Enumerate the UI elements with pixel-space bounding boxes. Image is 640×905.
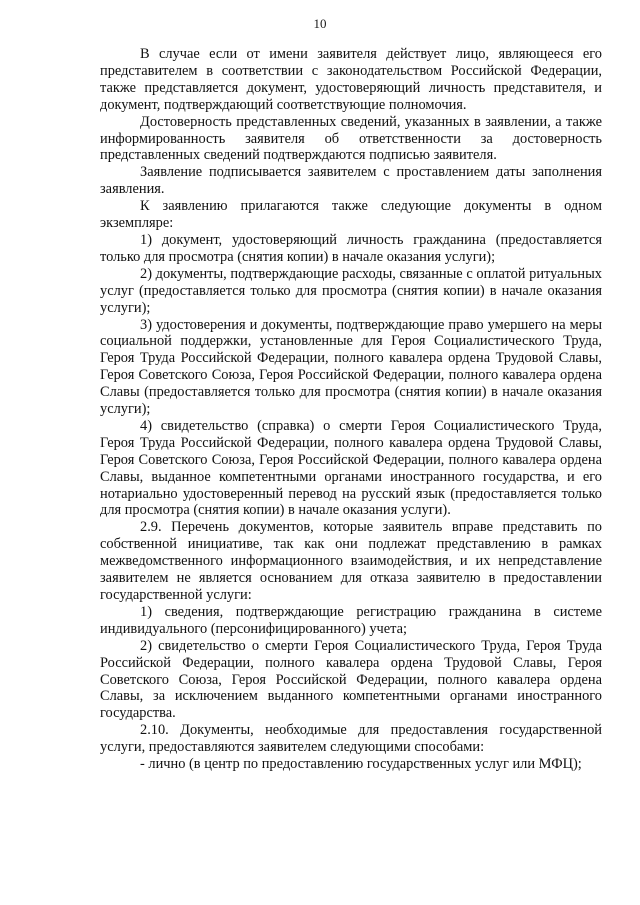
paragraph-reliability: Достоверность представленных сведений, указанных в заявлении, а также информированность заявителя об ответственности за достоверность представленных сведений подтверждаются подписью заявителя. bbox=[100, 113, 602, 164]
list-item-certificates: 3) удостоверения и документы, подтверждающие право умершего на меры социальной поддержки, установленные для Героя Социалистического Труда, Героя Труда Российской Федерации, полного кавалера ордена Трудовой Славы, Героя Советского Союза, Героя Российской Федерации, полного кавалера ордена Славы (предоставляется только для просмотра (снятия копии) в начале оказания услуги); bbox=[100, 316, 602, 418]
paragraph-signature: Заявление подписывается заявителем с проставлением даты заполнения заявления. bbox=[100, 164, 602, 198]
list-item-death-certificate: 2) свидетельство о смерти Героя Социалистического Труда, Героя Труда Российской Федерации, полного кавалера ордена Трудовой Славы, Героя Советского Союза, Героя Российской Федерации, полного кавалера ордена Славы, за исключением выданного компетентными органами иностранного государства. bbox=[100, 637, 602, 722]
list-item-death-certificate-foreign: 4) свидетельство (справка) о смерти Героя Социалистического Труда, Героя Труда Российской Федерации, полного кавалера ордена Трудовой Славы, Героя Советского Союза, Героя Российской Федерации, полного кавалера ордена Славы, выданное компетентными органами иностранного государства, и его нотариально удостоверенный перевод на русский язык (предоставляется только для просмотра (снятия копии) в начале оказания услуги). bbox=[100, 417, 602, 519]
list-item-in-person: - лично (в центр по предоставлению государственных услуг или МФЦ); bbox=[140, 756, 582, 773]
page-number: 10 bbox=[313, 16, 327, 31]
paragraph-representative: В случае если от имени заявителя действует лицо, являющееся его представителем в соответствии с законодательством Российской Федерации, также представляется документ, удостоверяющий личность представителя, и документ, подтверждающий соответствующие полномочия. bbox=[100, 46, 602, 113]
paragraph-section-2-9: 2.9. Перечень документов, которые заявитель вправе представить по собственной инициативе, так как они подлежат представлению в рамках межведомственного информационного взаимодействия, и их непредставление заявителем не является основанием для отказа заявителю в предоставлении государственной услуги: bbox=[100, 519, 602, 603]
paragraph-attachments-intro: К заявлению прилагаются также следующие документы в одном экземпляре: bbox=[100, 198, 602, 232]
paragraph-section-2-10: 2.10. Документы, необходимые для предоставления государственной услуги, предоставляются заявителем следующими способами: bbox=[100, 722, 602, 756]
list-item-identity-document: 1) документ, удостоверяющий личность гражданина (предоставляется только для просмотра (снятия копии) в начале оказания услуги); bbox=[100, 231, 602, 265]
list-item-registration-info: 1) сведения, подтверждающие регистрацию гражданина в системе индивидуального (персонифицированного) учета; bbox=[100, 603, 602, 637]
document-body bbox=[100, 46, 602, 773]
list-item-expense-documents: 2) документы, подтверждающие расходы, связанные с оплатой ритуальных услуг (предоставляется только для просмотра (снятия копии) в начале оказания услуги); bbox=[100, 265, 602, 316]
